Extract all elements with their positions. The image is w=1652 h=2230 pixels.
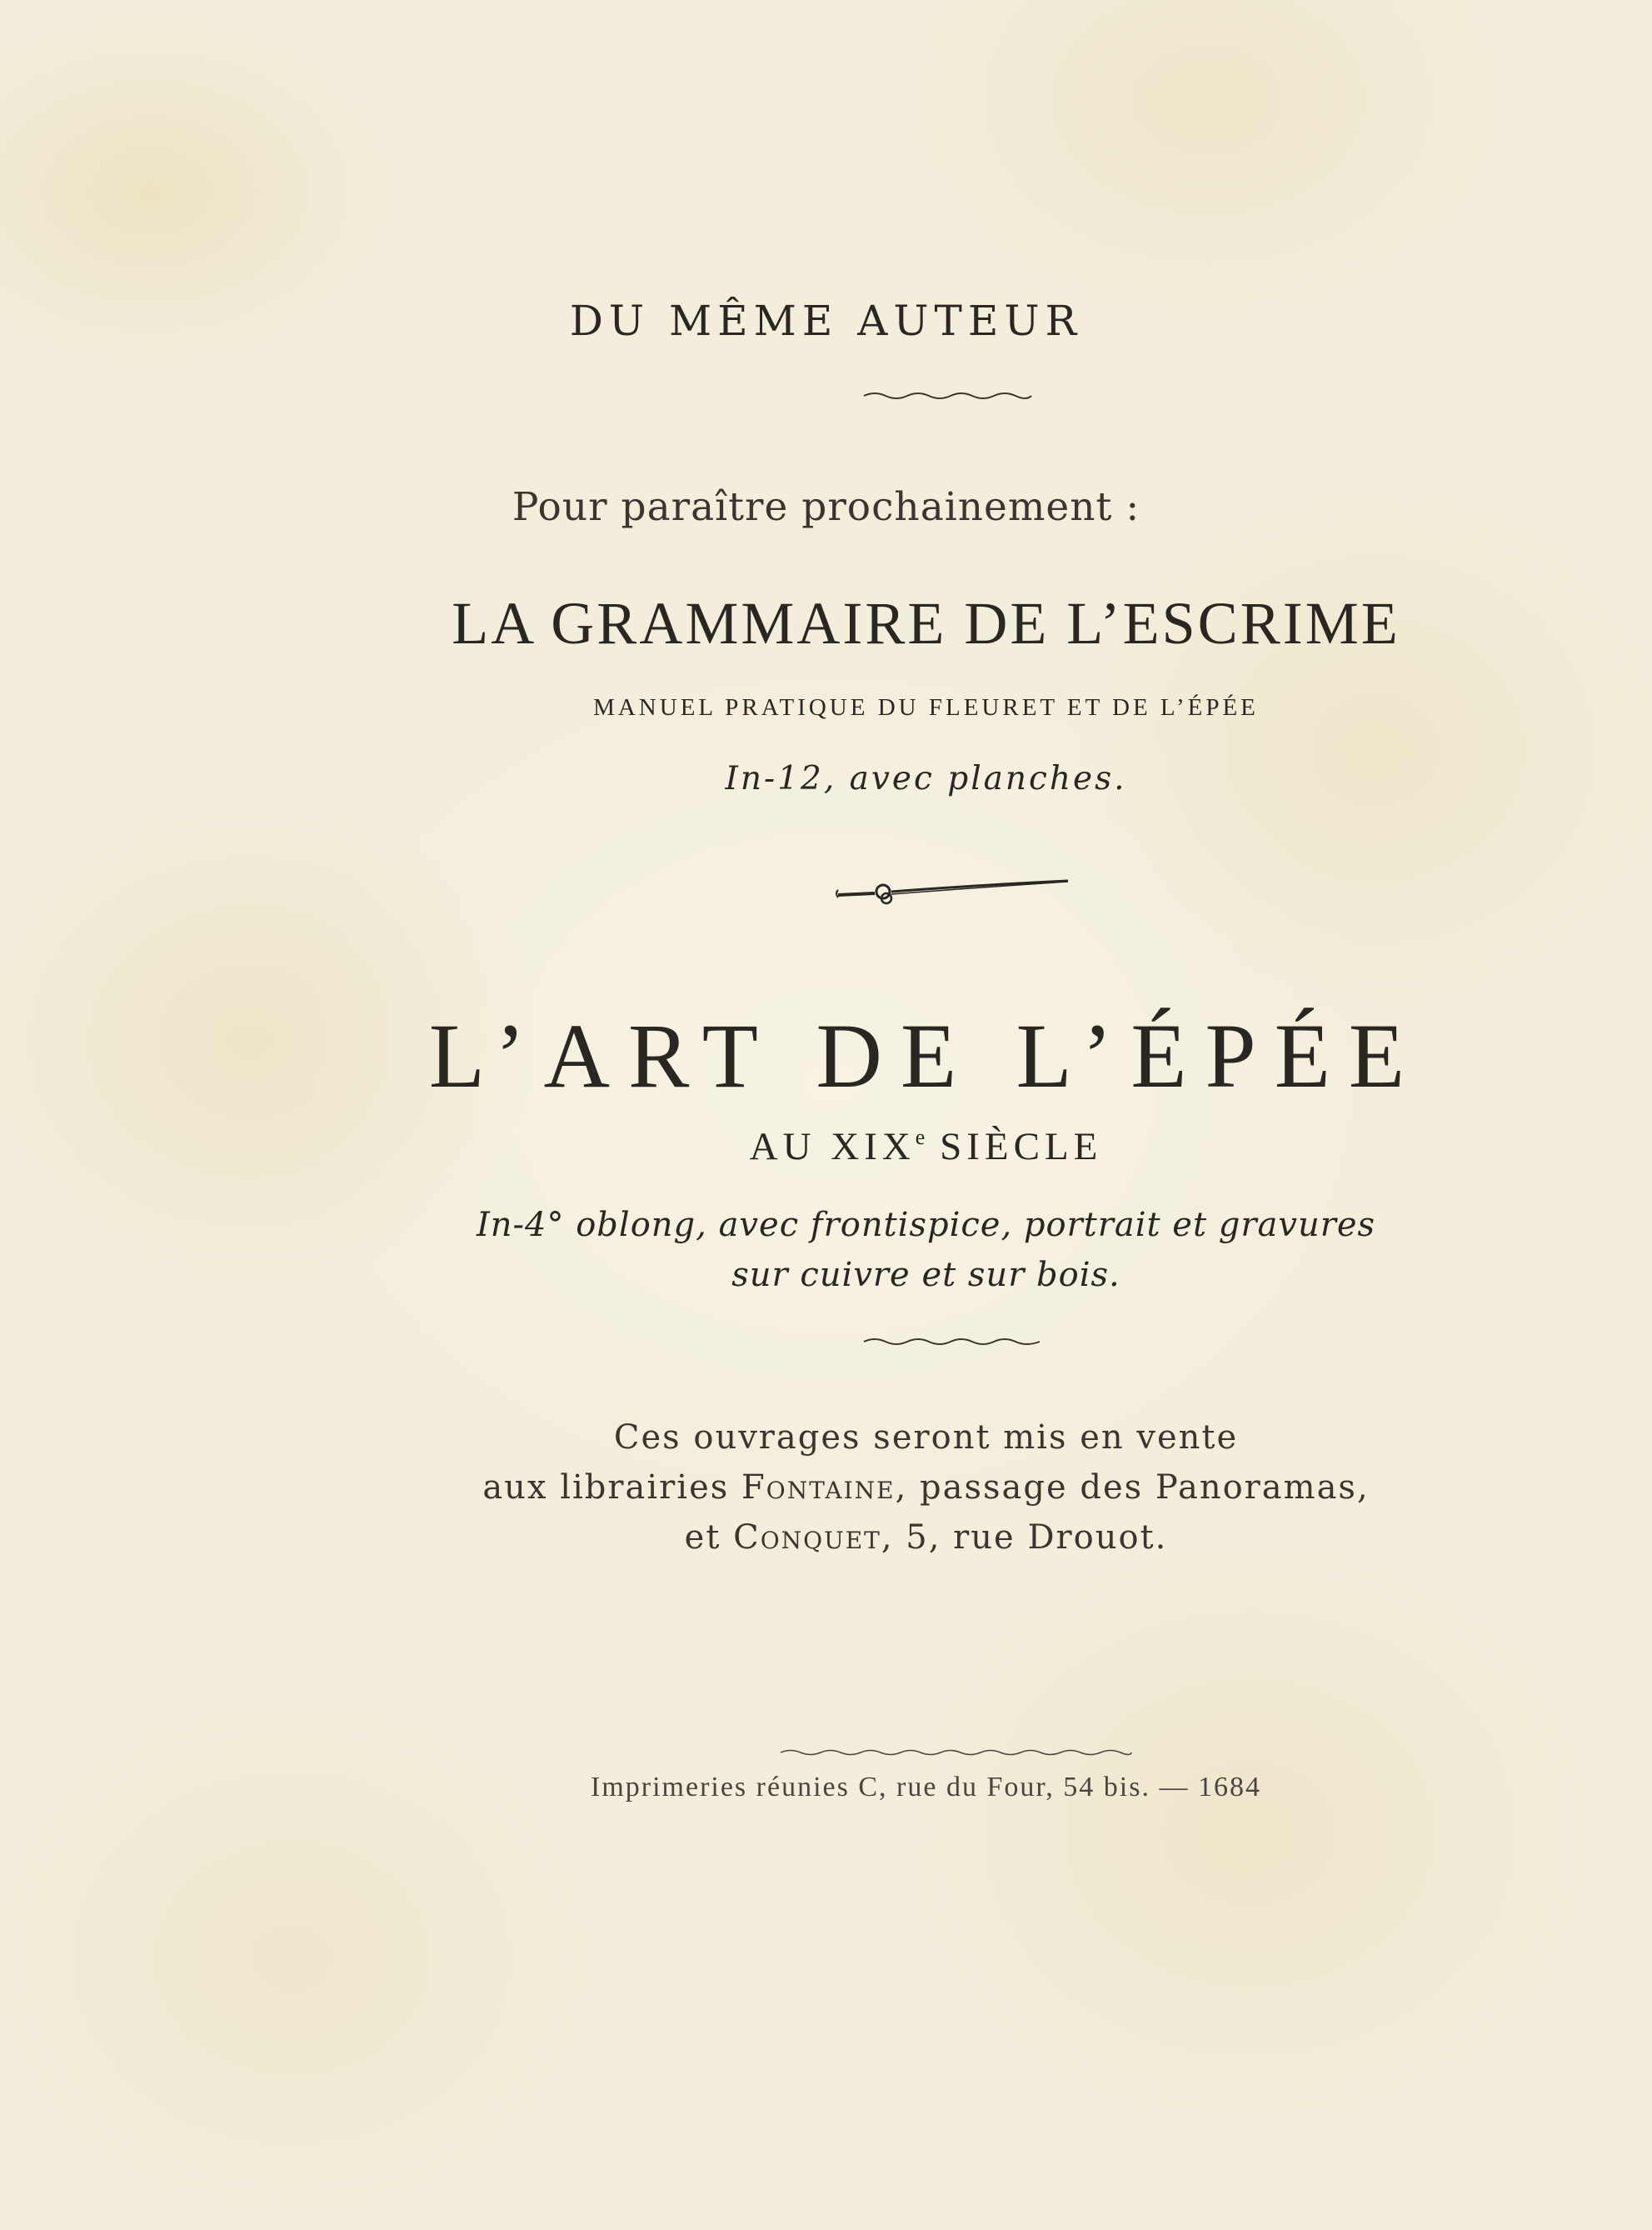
book1-title: LA GRAMMAIRE DE L’ESCRIME (452, 590, 1400, 657)
publisher-fontaine: Fontaine (741, 1468, 896, 1507)
book1-subtitle: MANUEL PRATIQUE DU FLEURET ET DE L’ÉPÉE (593, 694, 1259, 721)
sale-line3-prefix: et (684, 1518, 734, 1557)
sale-line3-suffix: , 5, rue Drouot. (881, 1518, 1168, 1557)
sale-line2-prefix: aux librairies (482, 1468, 741, 1507)
publisher-conquet: Conquet (733, 1518, 881, 1557)
sale-line2-suffix: , passage des Panoramas, (895, 1468, 1370, 1507)
book2-title: L’ART DE L’ÉPÉE (428, 1005, 1424, 1107)
wavy-rule-ornament-top (862, 388, 1033, 404)
printer-imprint: Imprimeries réunies C, rue du Four, 54 bis. — 1684 (591, 1772, 1261, 1802)
announcement-text: Pour paraître prochainement : (512, 484, 1140, 530)
page-heading: DU MÊME AUTEUR (569, 297, 1083, 345)
book2-subtitle-suffix: SIÈCLE (925, 1125, 1103, 1168)
wavy-rule-ornament-bottom (779, 1746, 1133, 1759)
sale-notice-line1: Ces ouvrages seront mis en vente (613, 1418, 1239, 1457)
sword-ornament (833, 875, 1075, 908)
book2-subtitle-superscript: e (915, 1125, 926, 1149)
book2-subtitle-text: AU XIX (749, 1125, 916, 1168)
book2-subtitle (100, 1127, 1652, 1167)
book2-format-line1: In-4° oblong, avec frontispice, portrait et gravures (476, 1206, 1376, 1244)
book1-format: In-12, avec planches. (725, 760, 1127, 798)
sale-notice-line3 (100, 1518, 1652, 1557)
wavy-rule-ornament-middle (862, 1333, 1041, 1350)
sale-notice-line2 (100, 1468, 1652, 1507)
book2-format-line2: sur cuivre et sur bois. (731, 1256, 1120, 1294)
